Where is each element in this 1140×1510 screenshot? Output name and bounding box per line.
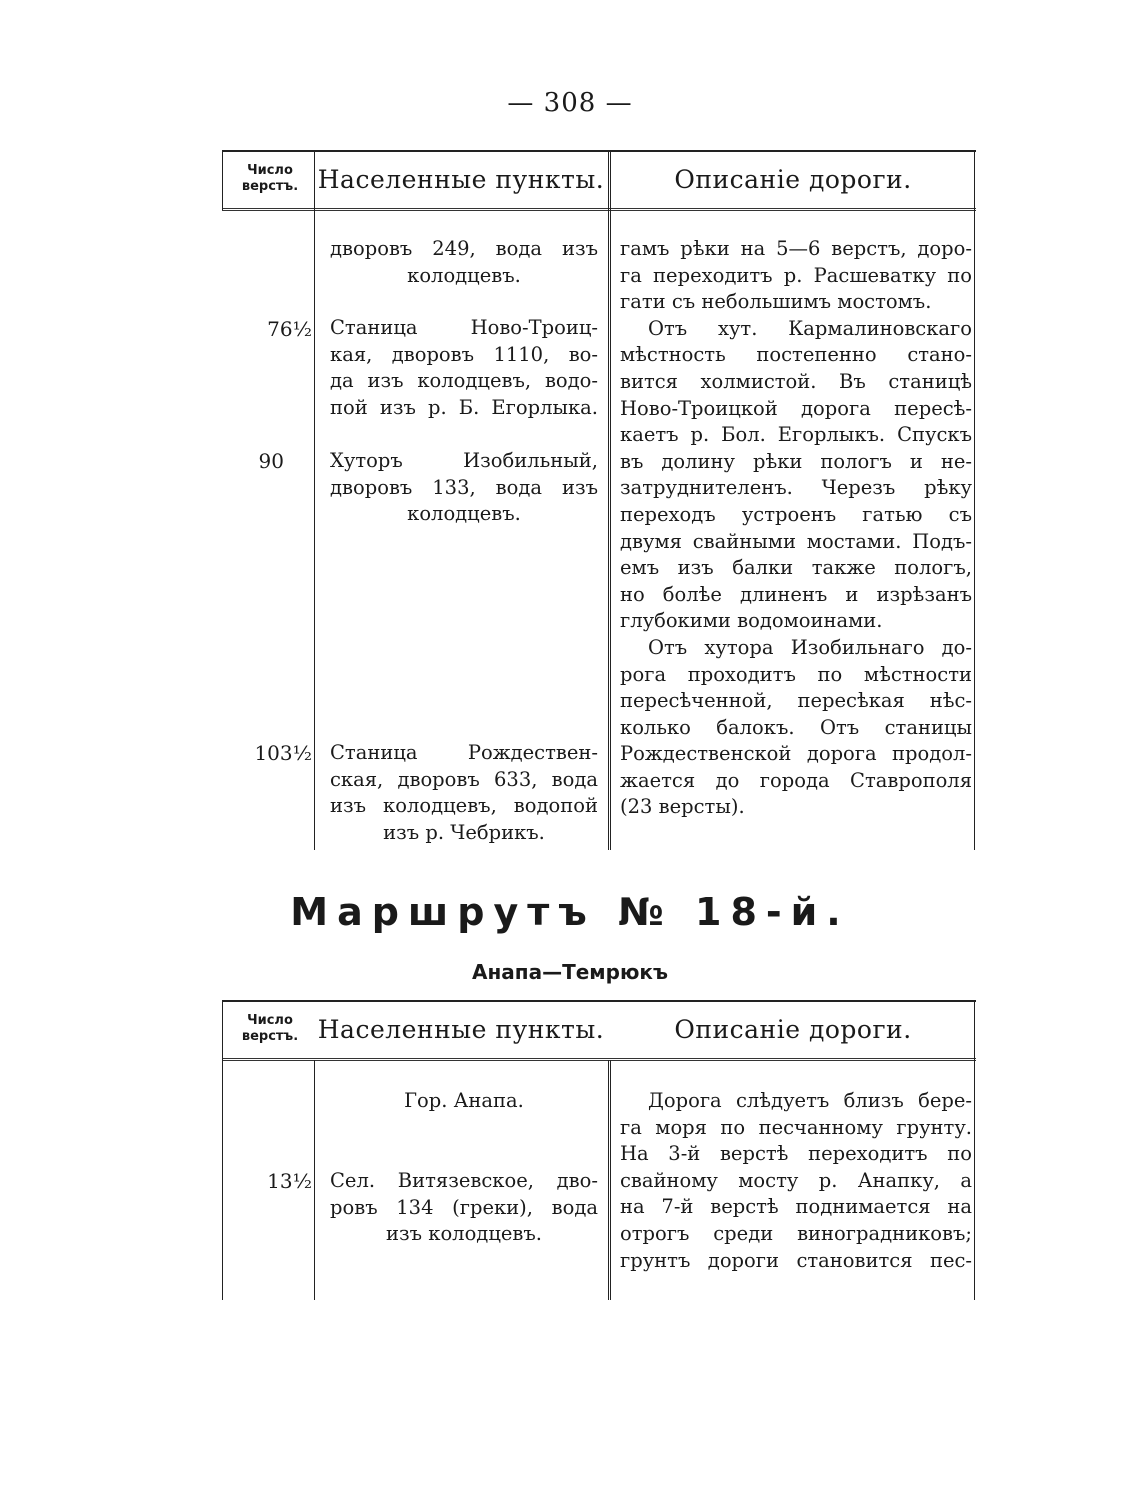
- description-line: глубокими водомоинами.: [620, 609, 883, 633]
- description-line: га переходитъ р. Расшеватку по: [620, 263, 972, 287]
- place-line: ская, дворовъ 633, вода: [330, 767, 598, 791]
- description-line: Ново-Троицкой дорога пересѣ-: [620, 396, 972, 420]
- place-line: Хуторъ Изобильный,: [330, 449, 598, 472]
- description-line: гати съ небольшимъ мостомъ.: [620, 290, 932, 314]
- table-header-rule: [222, 1058, 976, 1061]
- description-line: жается до города Ставрополя: [620, 768, 972, 792]
- column-divider-1: [314, 1060, 315, 1300]
- description-line: рога проходитъ по мѣстности: [620, 662, 972, 686]
- description-line: емъ изъ балки также пологъ,: [620, 556, 972, 580]
- description-line: Рождественской дорога продол-: [620, 742, 972, 766]
- header-places: Населенные пункты.: [317, 1014, 605, 1044]
- description-line: каетъ р. Бол. Егорлыкъ. Спускъ: [620, 423, 972, 447]
- place-line: пой изъ р. Б. Егорлыка.: [330, 395, 598, 419]
- verst-value: 90: [258, 449, 284, 473]
- place-line: Станица Ново-Троиц-: [330, 316, 598, 339]
- place-line: дворовъ 249, вода изъ: [330, 237, 598, 260]
- verst-value: 103½: [254, 741, 312, 765]
- description-line: мѣстность постепенно стано-: [620, 343, 972, 367]
- description-line: вится холмистой. Въ станицѣ: [620, 369, 972, 393]
- table-right-border: [974, 1000, 975, 1300]
- place-line: дворовъ 133, вода изъ: [330, 475, 598, 499]
- description-line: пересѣченной, пересѣкая нѣс-: [620, 689, 972, 713]
- place-line: изъ колодцевъ.: [386, 1222, 542, 1246]
- description-line: въ долину рѣки пологъ и не-: [620, 449, 972, 473]
- description-line: переходъ устроенъ гатью съ: [620, 502, 972, 526]
- column-divider-2: [608, 1060, 611, 1300]
- route-table-1: [222, 150, 976, 850]
- place-entry: [330, 1168, 598, 1248]
- description-line: свайному мосту р. Анапку, а: [620, 1168, 972, 1192]
- route-subtitle: Анапа—Темрюкъ: [471, 960, 669, 984]
- description-line: но болѣе длиненъ и изрѣзанъ: [620, 582, 972, 606]
- description-line: двумя свайными мостами. Подъ-: [620, 529, 972, 553]
- place-line: да изъ колодцевъ, водо-: [330, 369, 598, 393]
- description-line: Отъ хут. Кармалиновскаго: [648, 316, 972, 340]
- place-entry: [330, 448, 598, 528]
- place-line: кая, дворовъ 1110, во-: [330, 342, 598, 366]
- place-line: изъ р. Чебрикъ.: [383, 820, 545, 844]
- header-verst: Число верстъ.: [241, 163, 299, 194]
- header-verst: Число верстъ.: [241, 1013, 299, 1044]
- description-line: га моря по песчанному грунту.: [620, 1115, 972, 1139]
- column-divider-2: [608, 150, 611, 850]
- description-line: (23 версты).: [620, 795, 745, 819]
- place-line: Станица Рождествен-: [330, 741, 598, 764]
- header-places: Населенные пункты.: [317, 164, 605, 194]
- description-text: [620, 236, 972, 821]
- header-description: Описаніе дороги.: [674, 164, 912, 194]
- description-line: На 3-й верстѣ переходитъ по: [620, 1142, 972, 1166]
- place-line: Сел. Витязевское, дво-: [330, 1169, 598, 1192]
- place-line: колодцевъ.: [407, 263, 521, 287]
- place-line: изъ колодцевъ, водопой: [330, 794, 598, 818]
- verst-value: 76½: [267, 317, 312, 341]
- place-line: ровъ 134 (греки), вода: [330, 1195, 598, 1219]
- description-line: Отъ хутора Изобильнаго до-: [648, 635, 972, 659]
- place-line: Гор. Анапа.: [404, 1089, 524, 1112]
- page-number: — 308 —: [507, 88, 633, 118]
- table-left-border: [222, 1000, 223, 1300]
- description-line: гамъ рѣки на 5—6 верстъ, доро-: [620, 237, 972, 260]
- description-line: отрогъ среди виноградниковъ;: [620, 1221, 972, 1245]
- table-left-border: [222, 150, 223, 210]
- route-title: Маршрутъ № 18-й.: [290, 890, 850, 934]
- column-divider-1: [314, 150, 315, 850]
- description-text: [620, 1088, 972, 1274]
- description-line: грунтъ дороги становится пес-: [620, 1248, 972, 1272]
- table-right-border: [974, 150, 975, 850]
- description-line: затруднителенъ. Черезъ рѣку: [620, 476, 972, 500]
- header-description: Описаніе дороги.: [674, 1014, 912, 1044]
- place-entry: [330, 1088, 598, 1115]
- place-entry: [330, 315, 598, 421]
- description-line: на 7-й верстѣ поднимается на: [620, 1195, 972, 1219]
- description-line: колько балокъ. Отъ станицы: [620, 715, 972, 739]
- verst-value: 13½: [267, 1169, 312, 1193]
- route-table-2: [222, 1000, 976, 1300]
- place-line: колодцевъ.: [407, 502, 521, 526]
- description-line: Дорога слѣдуетъ близъ бере-: [648, 1089, 972, 1112]
- place-entry: [330, 236, 598, 289]
- place-entry: [330, 740, 598, 846]
- table-header-rule: [222, 208, 976, 211]
